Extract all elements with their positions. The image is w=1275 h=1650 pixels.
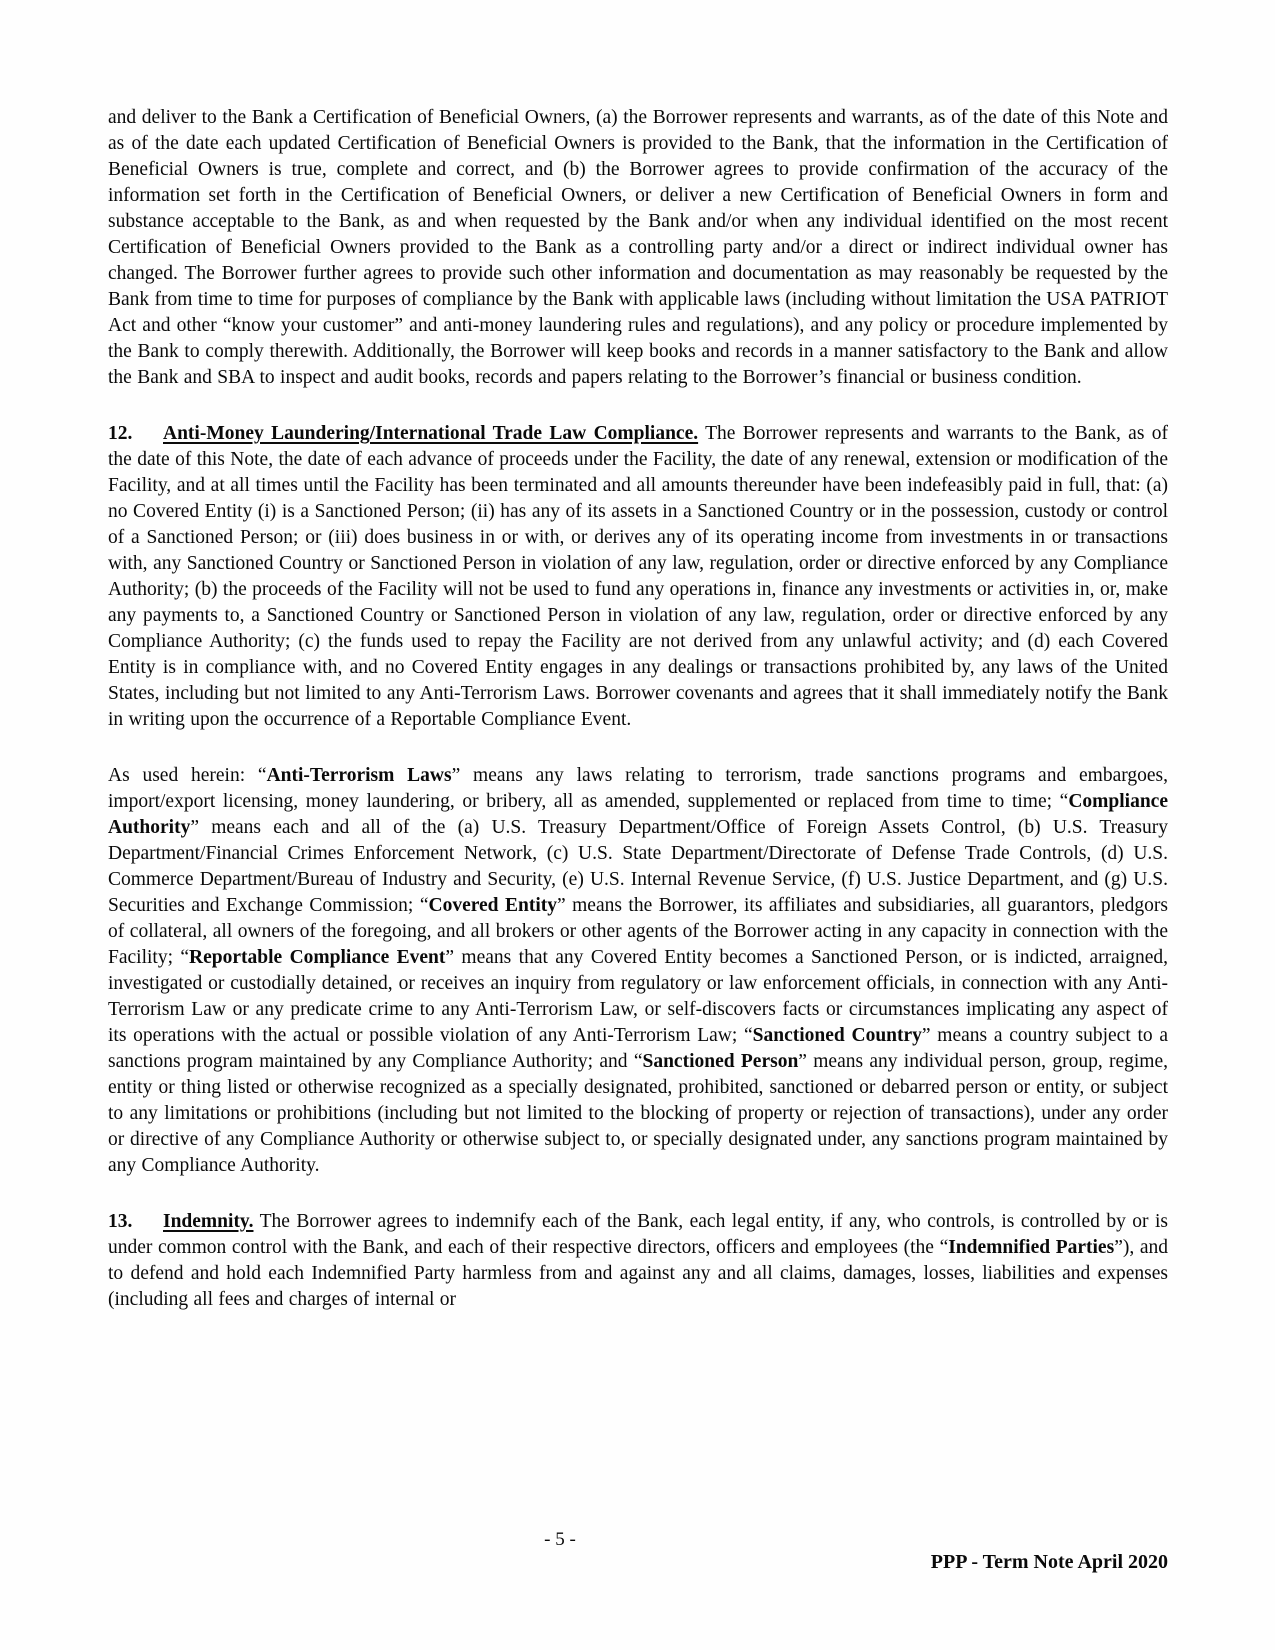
text-segment: Sanctioned Country xyxy=(752,1025,922,1046)
paragraph-text xyxy=(108,765,1168,1176)
text-segment: Anti-Terrorism Laws xyxy=(266,765,452,786)
text-segment: Covered Entity xyxy=(428,895,557,916)
text-segment: ”), and to defend and hold each Indemnified Party harmless from and against any and all claims, damages, losses, liabilities and expenses (including all fees and charges of internal or xyxy=(108,1237,1168,1310)
paragraph-section-13-indemnity xyxy=(108,1209,1168,1313)
document-footer-label: PPP - Term Note April 2020 xyxy=(930,1551,1168,1573)
paragraph-text xyxy=(108,1211,1168,1310)
text-segment: Compliance Authority xyxy=(108,791,1168,838)
text-segment: ” means each and all of the (a) U.S. Treasury Department/Office of Foreign Assets Control, (b) U.S. Treasury Department/Financial Crimes Enforcement Network, (c) U.S. State Department/Directorate of Defense Trade Controls, (d) U.S. Commerce Department/Bureau of Industry and Security, (e) U.S. Internal Revenue Service, (f) U.S. Justice Department, and (g) U.S. Securities and Exchange Commission; “ xyxy=(108,817,1168,916)
text-segment: ” means any individual person, group, regime, entity or thing listed or otherwise recognized as a specially designated, prohibited, sanctioned or debarred person or entity, or subject to any limitations or prohibitions (including but not limited to the blocking of property or rejection of transactions), under any order or directive of any Compliance Authority or otherwise subject to, or specially designated under, any sanctions program maintained by any Compliance Authority. xyxy=(108,1051,1169,1176)
page-number: - 5 - xyxy=(544,1529,576,1550)
section-number: 13. xyxy=(108,1211,133,1232)
text-segment: Indemnified Parties xyxy=(948,1237,1115,1258)
text-segment: ” means that any Covered Entity becomes a Sanctioned Person, or is indicted, arraigned, investigated or custodially detained, or receives an inquiry from regulatory or law enforcement officials, in connection with any Anti-Terrorism Law or any predicate crime to any Anti-Terrorism Law, or self-discovers facts or circumstances implicating any aspect of its operations with the actual or possible violation of any Anti-Terrorism Law; “ xyxy=(108,947,1168,1046)
paragraph-text xyxy=(108,423,1168,730)
paragraph-text xyxy=(108,107,1168,388)
paragraph-definitions xyxy=(108,763,1168,1179)
text-segment: ” means any laws relating to terrorism, trade sanctions programs and embargoes, import/export licensing, money laundering, or bribery, all as amended, supplemented or replaced from time to time; “ xyxy=(108,765,1168,812)
paragraph-section-12-anti-money-laundering xyxy=(108,421,1168,733)
text-segment: Reportable Compliance Event xyxy=(189,947,446,968)
text-segment: ” means a country subject to a sanctions program maintained by any Compliance Authority; and “ xyxy=(108,1025,1169,1072)
text-segment: Indemnity. xyxy=(163,1211,254,1232)
section-number: 12. xyxy=(108,423,133,444)
text-segment: Anti-Money Laundering/International Trade Law Compliance. xyxy=(163,423,699,444)
text-segment: The Borrower agrees to indemnify each of the Bank, each legal entity, if any, who controls, is controlled by or is under common control with the Bank, and each of their respective directors, officers and employees (the “ xyxy=(108,1211,1168,1258)
text-segment: ” means the Borrower, its affiliates and subsidiaries, all guarantors, pledgors of collateral, all owners of the foregoing, and all brokers or other agents of the Borrower acting in any capacity in connection with the Facility; “ xyxy=(108,895,1169,968)
text-segment: and deliver to the Bank a Certification of Beneficial Owners, (a) the Borrower represents and warrants, as of the date of this Note and as of the date each updated Certification of Beneficial Owners is provided to the Bank, that the information in the Certification of Beneficial Owners is true, complete and correct, and (b) the Borrower agrees to provide confirmation of the accuracy of the information set forth in the Certification of Beneficial Owners, or deliver a new Certification of Beneficial Owners in form and substance acceptable to the Bank, as and when requested by the Bank and/or when any individual identified on the most recent Certification of Beneficial Owners provided to the Bank as a controlling party and/or a direct or indirect individual owner has changed. The Borrower further agrees to provide such other information and documentation as may reasonably be requested by the Bank from time to time for purposes of compliance by the Bank with applicable laws (including without limitation the USA PATRIOT Act and other “know your customer” and anti-money laundering rules and regulations), and any policy or procedure implemented by the Bank to comply therewith. Additionally, the Borrower will keep books and records in a manner satisfactory to the Bank and allow the Bank and SBA to inspect and audit books, records and papers relating to the Borrower’s financial or business condition. xyxy=(108,107,1168,388)
text-segment: The Borrower represents and warrants to the Bank, as of the date of this Note, the date of each advance of proceeds under the Facility, the date of any renewal, extension or modification of the Facility, and at all times until the Facility has been terminated and all amounts thereunder have been indefeasibly paid in full, that: (a) no Covered Entity (i) is a Sanctioned Person; (ii) has any of its assets in a Sanctioned Country or in the possession, custody or control of a Sanctioned Person; or (iii) does business in or with, or derives any of its operating income from investments in or transactions with, any Sanctioned Country or Sanctioned Person in violation of any law, regulation, order or directive enforced by any Compliance Authority; (b) the proceeds of the Facility will not be used to fund any operations in, finance any investments or activities in, or, make any payments to, a Sanctioned Country or Sanctioned Person in violation of any law, regulation, order or directive enforced by any Compliance Authority; (c) the funds used to repay the Facility are not derived from any unlawful activity; and (d) each Covered Entity is in compliance with, and no Covered Entity engages in any dealings or transactions prohibited by, any laws of the United States, including but not limited to any Anti-Terrorism Laws. Borrower covenants and agrees that it shall immediately notify the Bank in writing upon the occurrence of a Reportable Compliance Event. xyxy=(108,423,1168,730)
document-body xyxy=(108,105,1168,1343)
text-segment: Sanctioned Person xyxy=(642,1051,799,1072)
text-segment: As used herein: “ xyxy=(108,765,267,786)
paragraph-continuation-beneficial-owners xyxy=(108,105,1168,391)
